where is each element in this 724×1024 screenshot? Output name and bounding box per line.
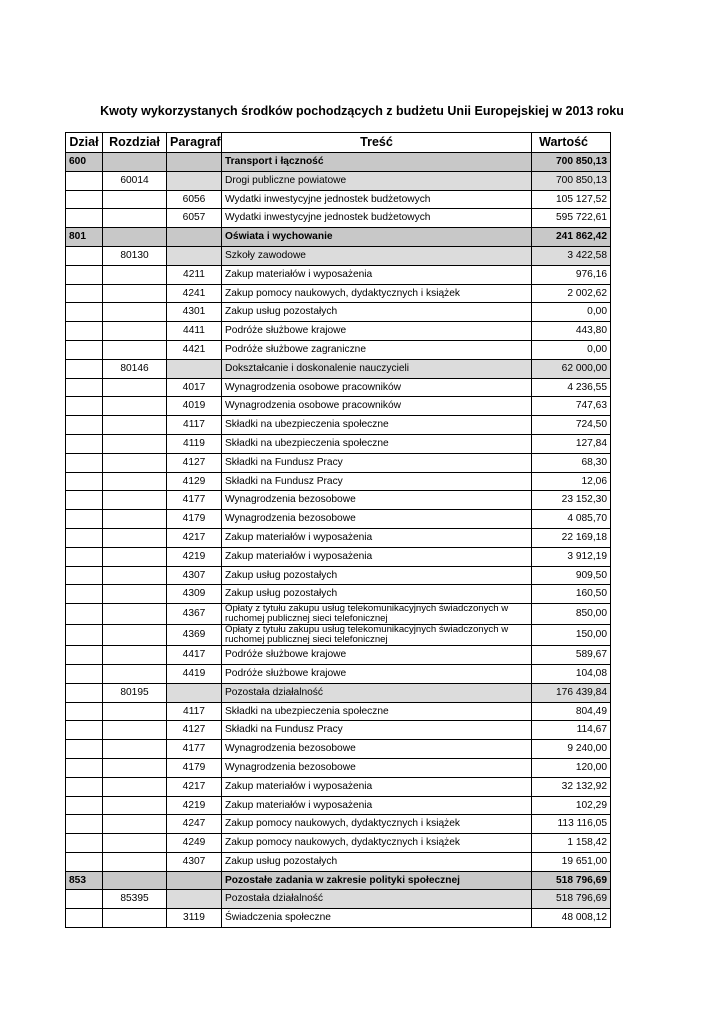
cell-tresc: Wydatki inwestycyjne jednostek budżetowych bbox=[222, 190, 532, 209]
table-body bbox=[66, 153, 611, 928]
cell-wartosc: 2 002,62 bbox=[532, 284, 611, 303]
cell-paragraf: 4411 bbox=[167, 322, 222, 341]
table-row-paragraf bbox=[66, 491, 611, 510]
cell-wartosc: 747,63 bbox=[532, 397, 611, 416]
cell-paragraf: 6057 bbox=[167, 209, 222, 228]
cell-tresc: Zakup usług pozostałych bbox=[222, 852, 532, 871]
table-row-paragraf bbox=[66, 909, 611, 928]
cell-wartosc: 3 422,58 bbox=[532, 246, 611, 265]
cell-rozdzial: 80146 bbox=[103, 359, 167, 378]
table-row-paragraf bbox=[66, 528, 611, 547]
cell-dzial bbox=[66, 547, 103, 566]
table-row-paragraf bbox=[66, 740, 611, 759]
cell-paragraf: 4219 bbox=[167, 547, 222, 566]
cell-wartosc: 9 240,00 bbox=[532, 740, 611, 759]
cell-paragraf: 4417 bbox=[167, 646, 222, 665]
cell-paragraf: 4017 bbox=[167, 378, 222, 397]
cell-wartosc: 160,50 bbox=[532, 585, 611, 604]
cell-wartosc: 105 127,52 bbox=[532, 190, 611, 209]
cell-dzial bbox=[66, 416, 103, 435]
cell-paragraf: 4117 bbox=[167, 416, 222, 435]
cell-paragraf: 6056 bbox=[167, 190, 222, 209]
cell-rozdzial bbox=[103, 871, 167, 890]
cell-paragraf bbox=[167, 246, 222, 265]
cell-wartosc: 104,08 bbox=[532, 664, 611, 683]
cell-paragraf: 4247 bbox=[167, 815, 222, 834]
cell-paragraf: 4127 bbox=[167, 721, 222, 740]
cell-tresc: Świadczenia społeczne bbox=[222, 909, 532, 928]
cell-tresc: Zakup usług pozostałych bbox=[222, 303, 532, 322]
cell-dzial bbox=[66, 890, 103, 909]
cell-wartosc: 32 132,92 bbox=[532, 777, 611, 796]
table-row-paragraf bbox=[66, 777, 611, 796]
cell-rozdzial bbox=[103, 378, 167, 397]
table-header-row bbox=[66, 133, 611, 153]
cell-paragraf: 4119 bbox=[167, 434, 222, 453]
cell-dzial bbox=[66, 909, 103, 928]
cell-tresc: Podróże służbowe zagraniczne bbox=[222, 340, 532, 359]
cell-rozdzial bbox=[103, 453, 167, 472]
cell-tresc: Zakup materiałów i wyposażenia bbox=[222, 777, 532, 796]
cell-paragraf bbox=[167, 153, 222, 172]
cell-dzial bbox=[66, 528, 103, 547]
cell-paragraf: 4367 bbox=[167, 604, 222, 625]
cell-dzial bbox=[66, 303, 103, 322]
cell-dzial bbox=[66, 604, 103, 625]
cell-rozdzial bbox=[103, 528, 167, 547]
cell-tresc: Podróże służbowe krajowe bbox=[222, 646, 532, 665]
budget-table bbox=[65, 132, 611, 928]
cell-rozdzial bbox=[103, 815, 167, 834]
cell-rozdzial bbox=[103, 491, 167, 510]
table-row-paragraf bbox=[66, 472, 611, 491]
cell-wartosc: 102,29 bbox=[532, 796, 611, 815]
cell-paragraf bbox=[167, 871, 222, 890]
cell-wartosc: 443,80 bbox=[532, 322, 611, 341]
cell-dzial bbox=[66, 664, 103, 683]
cell-paragraf: 4419 bbox=[167, 664, 222, 683]
table-row-paragraf bbox=[66, 796, 611, 815]
table-row-paragraf bbox=[66, 758, 611, 777]
cell-rozdzial bbox=[103, 834, 167, 853]
cell-wartosc: 241 862,42 bbox=[532, 228, 611, 247]
cell-rozdzial bbox=[103, 758, 167, 777]
table-row-dzial bbox=[66, 228, 611, 247]
cell-tresc: Wydatki inwestycyjne jednostek budżetowych bbox=[222, 209, 532, 228]
cell-paragraf: 4301 bbox=[167, 303, 222, 322]
cell-paragraf bbox=[167, 228, 222, 247]
cell-rozdzial bbox=[103, 909, 167, 928]
header-wartosc: Wartość bbox=[532, 133, 611, 153]
cell-paragraf bbox=[167, 171, 222, 190]
table-row-paragraf bbox=[66, 834, 611, 853]
cell-tresc: Zakup pomocy naukowych, dydaktycznych i książek bbox=[222, 815, 532, 834]
cell-tresc: Zakup usług pozostałych bbox=[222, 585, 532, 604]
cell-paragraf: 4219 bbox=[167, 796, 222, 815]
cell-tresc: Wynagrodzenia bezosobowe bbox=[222, 491, 532, 510]
cell-rozdzial bbox=[103, 303, 167, 322]
cell-dzial: 600 bbox=[66, 153, 103, 172]
header-tresc: Treść bbox=[222, 133, 532, 153]
cell-paragraf: 4179 bbox=[167, 510, 222, 529]
cell-wartosc: 62 000,00 bbox=[532, 359, 611, 378]
cell-rozdzial bbox=[103, 796, 167, 815]
cell-rozdzial bbox=[103, 340, 167, 359]
table-row-paragraf bbox=[66, 664, 611, 683]
cell-rozdzial bbox=[103, 265, 167, 284]
cell-wartosc: 518 796,69 bbox=[532, 871, 611, 890]
cell-wartosc: 518 796,69 bbox=[532, 890, 611, 909]
table-row-rozdzial bbox=[66, 171, 611, 190]
cell-tresc: Transport i łączność bbox=[222, 153, 532, 172]
cell-rozdzial bbox=[103, 434, 167, 453]
cell-dzial: 853 bbox=[66, 871, 103, 890]
cell-wartosc: 909,50 bbox=[532, 566, 611, 585]
cell-tresc: Opłaty z tytułu zakupu usług telekomunikacyjnych świadczonych w ruchomej publicznej sieci telefonicznej bbox=[222, 604, 532, 625]
cell-rozdzial bbox=[103, 777, 167, 796]
cell-tresc: Podróże służbowe krajowe bbox=[222, 664, 532, 683]
cell-tresc: Wynagrodzenia bezosobowe bbox=[222, 740, 532, 759]
cell-dzial bbox=[66, 585, 103, 604]
cell-rozdzial bbox=[103, 721, 167, 740]
cell-dzial bbox=[66, 171, 103, 190]
header-rozdzial: Rozdział bbox=[103, 133, 167, 153]
cell-paragraf: 4241 bbox=[167, 284, 222, 303]
table-row-paragraf bbox=[66, 453, 611, 472]
table-row-rozdzial bbox=[66, 890, 611, 909]
table-row-paragraf bbox=[66, 566, 611, 585]
cell-paragraf: 4019 bbox=[167, 397, 222, 416]
cell-paragraf: 3119 bbox=[167, 909, 222, 928]
cell-rozdzial bbox=[103, 547, 167, 566]
table-row-paragraf bbox=[66, 815, 611, 834]
table-row-paragraf bbox=[66, 510, 611, 529]
cell-dzial bbox=[66, 340, 103, 359]
cell-wartosc: 4 236,55 bbox=[532, 378, 611, 397]
cell-dzial: 801 bbox=[66, 228, 103, 247]
cell-dzial bbox=[66, 740, 103, 759]
cell-rozdzial bbox=[103, 190, 167, 209]
cell-paragraf bbox=[167, 683, 222, 702]
cell-tresc: Opłaty z tytułu zakupu usług telekomunikacyjnych świadczonych w ruchomej publicznej sieci telefonicznej bbox=[222, 625, 532, 646]
cell-dzial bbox=[66, 815, 103, 834]
table-row-paragraf bbox=[66, 265, 611, 284]
cell-rozdzial: 85395 bbox=[103, 890, 167, 909]
cell-tresc: Zakup pomocy naukowych, dydaktycznych i książek bbox=[222, 284, 532, 303]
cell-tresc: Pozostała działalność bbox=[222, 890, 532, 909]
cell-paragraf: 4179 bbox=[167, 758, 222, 777]
cell-tresc: Zakup usług pozostałych bbox=[222, 566, 532, 585]
cell-paragraf: 4309 bbox=[167, 585, 222, 604]
cell-dzial bbox=[66, 359, 103, 378]
table-row-paragraf bbox=[66, 852, 611, 871]
cell-rozdzial bbox=[103, 664, 167, 683]
table-row-paragraf bbox=[66, 416, 611, 435]
table-row-paragraf bbox=[66, 702, 611, 721]
cell-wartosc: 0,00 bbox=[532, 303, 611, 322]
cell-paragraf: 4421 bbox=[167, 340, 222, 359]
cell-paragraf bbox=[167, 359, 222, 378]
cell-dzial bbox=[66, 265, 103, 284]
cell-rozdzial bbox=[103, 702, 167, 721]
cell-wartosc: 850,00 bbox=[532, 604, 611, 625]
cell-wartosc: 120,00 bbox=[532, 758, 611, 777]
cell-paragraf: 4369 bbox=[167, 625, 222, 646]
table-row-paragraf bbox=[66, 434, 611, 453]
cell-dzial bbox=[66, 246, 103, 265]
cell-wartosc: 0,00 bbox=[532, 340, 611, 359]
header-paragraf: Paragraf bbox=[167, 133, 222, 153]
cell-rozdzial bbox=[103, 585, 167, 604]
cell-tresc: Składki na ubezpieczenia społeczne bbox=[222, 702, 532, 721]
table-row-paragraf bbox=[66, 721, 611, 740]
cell-rozdzial: 80195 bbox=[103, 683, 167, 702]
cell-tresc: Zakup materiałów i wyposażenia bbox=[222, 528, 532, 547]
cell-tresc: Zakup materiałów i wyposażenia bbox=[222, 547, 532, 566]
table-row-paragraf bbox=[66, 322, 611, 341]
table-row-paragraf bbox=[66, 284, 611, 303]
table-row-paragraf bbox=[66, 646, 611, 665]
cell-dzial bbox=[66, 566, 103, 585]
cell-dzial bbox=[66, 852, 103, 871]
cell-rozdzial: 80130 bbox=[103, 246, 167, 265]
cell-dzial bbox=[66, 472, 103, 491]
cell-dzial bbox=[66, 683, 103, 702]
cell-rozdzial bbox=[103, 604, 167, 625]
cell-wartosc: 19 651,00 bbox=[532, 852, 611, 871]
cell-dzial bbox=[66, 758, 103, 777]
cell-tresc: Zakup materiałów i wyposażenia bbox=[222, 265, 532, 284]
cell-dzial bbox=[66, 434, 103, 453]
cell-rozdzial bbox=[103, 209, 167, 228]
cell-dzial bbox=[66, 721, 103, 740]
cell-dzial bbox=[66, 322, 103, 341]
cell-paragraf bbox=[167, 890, 222, 909]
cell-wartosc: 12,06 bbox=[532, 472, 611, 491]
cell-rozdzial bbox=[103, 397, 167, 416]
cell-dzial bbox=[66, 209, 103, 228]
cell-dzial bbox=[66, 796, 103, 815]
cell-wartosc: 724,50 bbox=[532, 416, 611, 435]
cell-wartosc: 976,16 bbox=[532, 265, 611, 284]
cell-paragraf: 4129 bbox=[167, 472, 222, 491]
cell-tresc: Składki na Fundusz Pracy bbox=[222, 453, 532, 472]
table-row-rozdzial bbox=[66, 683, 611, 702]
cell-rozdzial bbox=[103, 510, 167, 529]
table-row-dzial bbox=[66, 871, 611, 890]
table-row-paragraf bbox=[66, 585, 611, 604]
cell-wartosc: 3 912,19 bbox=[532, 547, 611, 566]
cell-dzial bbox=[66, 453, 103, 472]
cell-paragraf: 4217 bbox=[167, 528, 222, 547]
cell-rozdzial bbox=[103, 228, 167, 247]
cell-paragraf: 4217 bbox=[167, 777, 222, 796]
cell-wartosc: 176 439,84 bbox=[532, 683, 611, 702]
cell-tresc: Zakup pomocy naukowych, dydaktycznych i książek bbox=[222, 834, 532, 853]
table-row-rozdzial bbox=[66, 359, 611, 378]
cell-tresc: Wynagrodzenia bezosobowe bbox=[222, 510, 532, 529]
table-row-paragraf bbox=[66, 303, 611, 322]
cell-dzial bbox=[66, 625, 103, 646]
cell-dzial bbox=[66, 702, 103, 721]
table-row-paragraf bbox=[66, 209, 611, 228]
cell-rozdzial bbox=[103, 740, 167, 759]
table-row-paragraf bbox=[66, 625, 611, 646]
table-row-rozdzial bbox=[66, 246, 611, 265]
cell-tresc: Składki na Fundusz Pracy bbox=[222, 721, 532, 740]
cell-wartosc: 114,67 bbox=[532, 721, 611, 740]
cell-tresc: Drogi publiczne powiatowe bbox=[222, 171, 532, 190]
cell-rozdzial bbox=[103, 646, 167, 665]
cell-rozdzial bbox=[103, 625, 167, 646]
cell-rozdzial bbox=[103, 284, 167, 303]
table-row-paragraf bbox=[66, 378, 611, 397]
cell-paragraf: 4177 bbox=[167, 740, 222, 759]
cell-tresc: Wynagrodzenia osobowe pracowników bbox=[222, 397, 532, 416]
cell-wartosc: 113 116,05 bbox=[532, 815, 611, 834]
cell-tresc: Składki na ubezpieczenia społeczne bbox=[222, 434, 532, 453]
cell-tresc: Podróże służbowe krajowe bbox=[222, 322, 532, 341]
cell-rozdzial bbox=[103, 416, 167, 435]
table-row-paragraf bbox=[66, 190, 611, 209]
cell-paragraf: 4177 bbox=[167, 491, 222, 510]
cell-wartosc: 4 085,70 bbox=[532, 510, 611, 529]
cell-dzial bbox=[66, 777, 103, 796]
cell-rozdzial bbox=[103, 472, 167, 491]
cell-wartosc: 589,67 bbox=[532, 646, 611, 665]
cell-tresc: Pozostałe zadania w zakresie polityki społecznej bbox=[222, 871, 532, 890]
cell-tresc: Oświata i wychowanie bbox=[222, 228, 532, 247]
cell-tresc: Zakup materiałów i wyposażenia bbox=[222, 796, 532, 815]
cell-dzial bbox=[66, 646, 103, 665]
page-title: Kwoty wykorzystanych środków pochodzących z budżetu Unii Europejskiej w 2013 roku bbox=[100, 104, 624, 118]
cell-tresc: Dokształcanie i doskonalenie nauczycieli bbox=[222, 359, 532, 378]
cell-dzial bbox=[66, 491, 103, 510]
cell-dzial bbox=[66, 190, 103, 209]
cell-dzial bbox=[66, 397, 103, 416]
cell-rozdzial bbox=[103, 153, 167, 172]
header-dzial: Dział bbox=[66, 133, 103, 153]
cell-tresc: Szkoły zawodowe bbox=[222, 246, 532, 265]
cell-wartosc: 150,00 bbox=[532, 625, 611, 646]
table-row-paragraf bbox=[66, 397, 611, 416]
cell-wartosc: 1 158,42 bbox=[532, 834, 611, 853]
cell-dzial bbox=[66, 378, 103, 397]
cell-tresc: Wynagrodzenia osobowe pracowników bbox=[222, 378, 532, 397]
cell-wartosc: 127,84 bbox=[532, 434, 611, 453]
cell-wartosc: 804,49 bbox=[532, 702, 611, 721]
cell-wartosc: 700 850,13 bbox=[532, 171, 611, 190]
cell-dzial bbox=[66, 284, 103, 303]
cell-paragraf: 4127 bbox=[167, 453, 222, 472]
cell-paragraf: 4307 bbox=[167, 852, 222, 871]
cell-wartosc: 23 152,30 bbox=[532, 491, 611, 510]
cell-rozdzial: 60014 bbox=[103, 171, 167, 190]
cell-paragraf: 4307 bbox=[167, 566, 222, 585]
cell-paragraf: 4211 bbox=[167, 265, 222, 284]
cell-dzial bbox=[66, 510, 103, 529]
cell-wartosc: 22 169,18 bbox=[532, 528, 611, 547]
cell-paragraf: 4249 bbox=[167, 834, 222, 853]
cell-tresc: Pozostała działalność bbox=[222, 683, 532, 702]
cell-wartosc: 68,30 bbox=[532, 453, 611, 472]
cell-rozdzial bbox=[103, 322, 167, 341]
table-row-paragraf bbox=[66, 547, 611, 566]
cell-rozdzial bbox=[103, 566, 167, 585]
cell-wartosc: 700 850,13 bbox=[532, 153, 611, 172]
table-row-paragraf bbox=[66, 340, 611, 359]
cell-tresc: Składki na Fundusz Pracy bbox=[222, 472, 532, 491]
cell-tresc: Składki na ubezpieczenia społeczne bbox=[222, 416, 532, 435]
cell-dzial bbox=[66, 834, 103, 853]
cell-wartosc: 595 722,61 bbox=[532, 209, 611, 228]
table-row-dzial bbox=[66, 153, 611, 172]
cell-tresc: Wynagrodzenia bezosobowe bbox=[222, 758, 532, 777]
table-row-paragraf bbox=[66, 604, 611, 625]
cell-rozdzial bbox=[103, 852, 167, 871]
cell-wartosc: 48 008,12 bbox=[532, 909, 611, 928]
cell-paragraf: 4117 bbox=[167, 702, 222, 721]
